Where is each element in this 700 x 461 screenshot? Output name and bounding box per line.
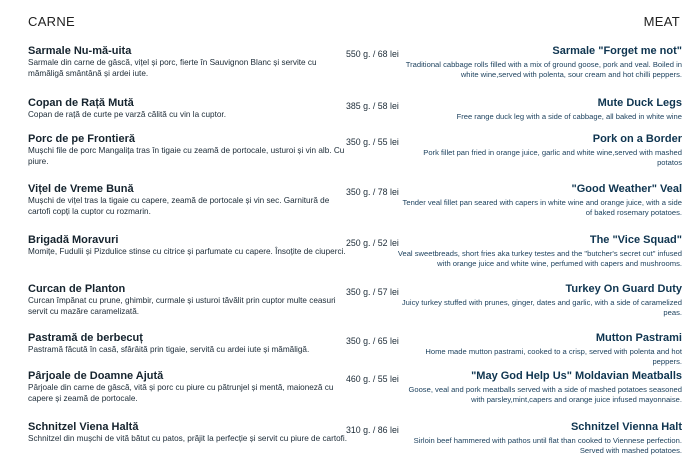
section-header-en: MEAT bbox=[643, 14, 680, 29]
dish-description-en: Juicy turkey stuffed with prunes, ginger, dates and garlic, with a side of caramelized peas. bbox=[401, 298, 682, 317]
dish-description-ro: Pârjoale din carne de gâscă, vită și porc cu piure cu pătrunjel și mentă, maioneză cu capere și zeamă de portocale. bbox=[28, 383, 334, 403]
dish-description-en: Home made mutton pastrami, cooked to a crisp, served with polenta and hot peppers. bbox=[425, 347, 682, 366]
dish-name-ro: Copan de Rață Mută bbox=[28, 97, 134, 109]
dish-name-ro: Porc de pe Frontieră bbox=[28, 133, 135, 145]
dish-description-en: Pork fillet pan fried in orange juice, garlic and white wine,served with mashed potatos bbox=[423, 148, 682, 167]
dish-name-ro: Pârjoale de Doamne Ajută bbox=[28, 370, 164, 382]
dish-name-ro: Sarmale Nu-mă-uita bbox=[28, 45, 132, 57]
dish-name-en: Mutton Pastrami bbox=[595, 332, 682, 344]
dish-price: 385 g. / 58 lei bbox=[346, 101, 399, 111]
dish-name-en: "Good Weather" Veal bbox=[571, 183, 682, 195]
dish-price: 350 g. / 65 lei bbox=[346, 336, 399, 346]
dish-price: 310 g. / 86 lei bbox=[346, 425, 399, 435]
dish-description-en: Tender veal fillet pan seared with capers in white wine and orange juice, with a side of baked rosemary potatoes. bbox=[402, 198, 682, 217]
dish-description-ro: Momițe, Fudulii și Pizdulice stinse cu citrice și parfumate cu capere. Însoțite de ciuperci. bbox=[28, 247, 346, 256]
dish-price: 460 g. / 55 lei bbox=[346, 374, 399, 384]
dish-name-ro: Curcan de Planton bbox=[28, 283, 126, 295]
dish-name-en: Pork on a Border bbox=[592, 133, 682, 145]
dish-name-en: Mute Duck Legs bbox=[597, 97, 682, 109]
dish-name-ro: Schnitzel Viena Haltă bbox=[28, 421, 139, 433]
dish-name-en: Schnitzel Vienna Halt bbox=[570, 421, 682, 433]
dish-description-ro: Schnitzel din mușchi de vită bătut cu patos, prăjit la perfecție și servit cu piure de cartofi. bbox=[28, 434, 348, 443]
dish-description-en: Traditional cabbage rolls filled with a mix of ground goose, pork and veal. Boiled in white wine,served with polenta, sour cream and hot chilli peppers. bbox=[405, 60, 682, 79]
dish-description-ro: Pastramă făcută în casă, sfârâită prin tigaie, servită cu ardei iute și mămăligă. bbox=[28, 345, 310, 354]
dish-name-ro: Pastramă de berbecuț bbox=[28, 332, 143, 344]
dish-price: 550 g. / 68 lei bbox=[346, 49, 399, 59]
dish-description-ro: Curcan împănat cu prune, ghimbir, curmale și usturoi tăvălit prin cuptor multe ceasuri servit cu mazăre caramelizată. bbox=[28, 296, 336, 316]
dish-price: 250 g. / 52 lei bbox=[346, 238, 399, 248]
dish-description-ro: Copan de rață de curte pe varză călită cu vin la cuptor. bbox=[28, 110, 226, 119]
dish-description-ro: Sarmale din carne de gâscă, vițel și porc, fierte în Sauvignon Blanc și servite cu mămăligă smântână și ardei iute. bbox=[28, 58, 317, 78]
dish-description-ro: Mușchi de vițel tras la tigaie cu capere, zeamă de portocale și vin sec. Garnitură de cartofi copți la cuptor cu rozmarin. bbox=[28, 196, 330, 216]
dish-description-ro: Mușchi file de porc Mangalița tras în tigaie cu zeamă de portocale, usturoi și vin alb. Cu piure. bbox=[28, 146, 345, 166]
dish-name-en: Sarmale "Forget me not" bbox=[552, 45, 682, 57]
dish-name-ro: Brigadă Moravuri bbox=[28, 234, 119, 246]
dish-description-en: Sirloin beef hammered with pathos until flat than cooked to Viennese perfection. Served with mashed potatoes. bbox=[413, 436, 682, 455]
dish-price: 350 g. / 55 lei bbox=[346, 137, 399, 147]
section-header-ro: CARNE bbox=[28, 14, 76, 29]
dish-name-en: "May God Help Us" Moldavian Meatballs bbox=[471, 370, 682, 382]
dish-name-en: Turkey On Guard Duty bbox=[565, 283, 682, 295]
dish-price: 350 g. / 78 lei bbox=[346, 187, 399, 197]
dish-name-ro: Vițel de Vreme Bună bbox=[28, 183, 134, 195]
dish-description-en: Goose, veal and pork meatballs served with a side of mashed potatoes seasoned with parsley,mint,capers and orange juice infused mayonnaise. bbox=[408, 385, 682, 404]
dish-description-en: Free range duck leg with a side of cabbage, all baked in white wine bbox=[456, 112, 682, 121]
dish-name-en: The "Vice Squad" bbox=[589, 234, 682, 246]
dish-price: 350 g. / 57 lei bbox=[346, 287, 399, 297]
dish-description-en: Veal sweetbreads, short fries aka turkey testes and the "butcher's secret cut" infused with orange juice and white wine, perfumed with capers and mushrooms. bbox=[397, 249, 682, 268]
